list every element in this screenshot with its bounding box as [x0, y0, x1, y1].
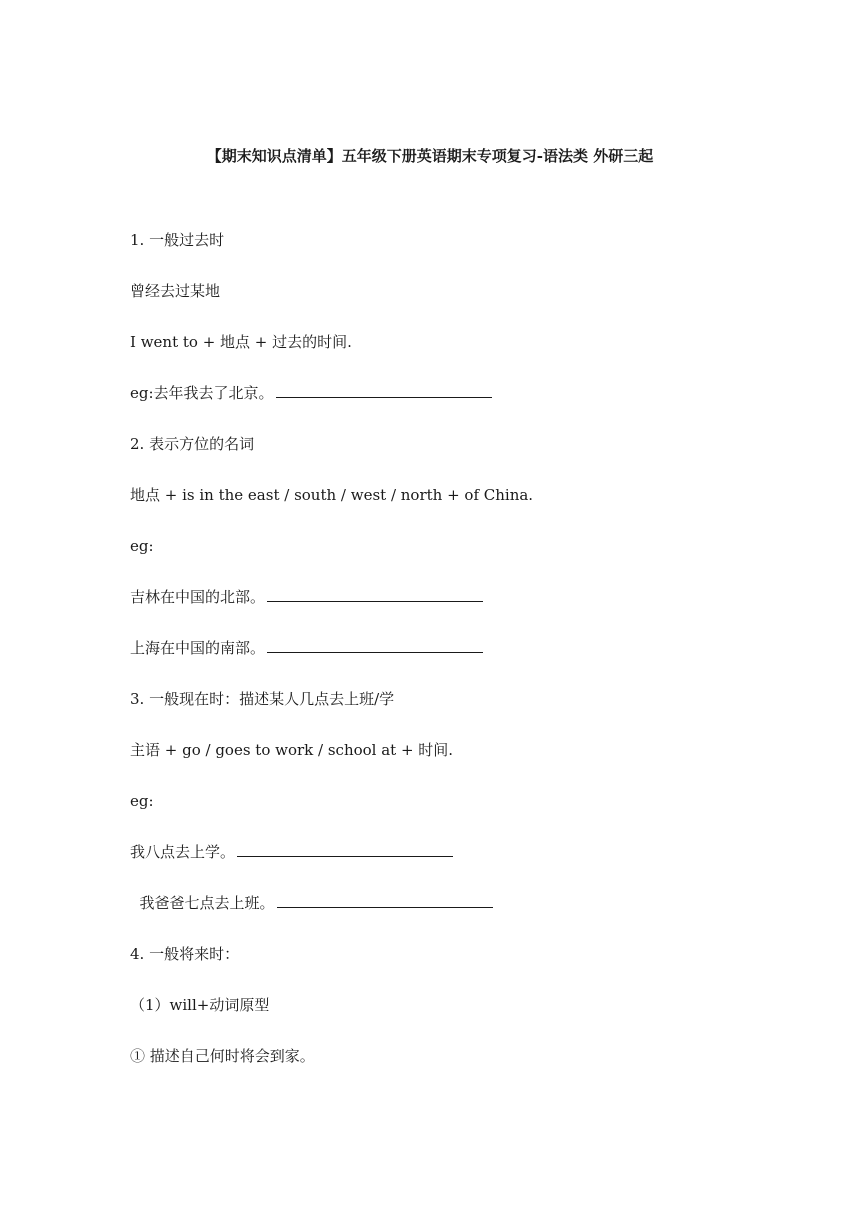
line-text: ① 描述自己何时将会到家。: [130, 1047, 315, 1065]
line-text: 1. 一般过去时: [130, 231, 225, 249]
heading-direction-nouns: [130, 432, 254, 456]
line-text: 吉林在中国的北部。: [130, 588, 266, 606]
item-arrive-home: [130, 1044, 315, 1068]
line-text: 上海在中国的南部。: [130, 639, 266, 657]
heading-past-tense: [130, 228, 224, 252]
example-work: [130, 891, 493, 915]
line-text: eg:去年我去了北京。: [130, 384, 274, 402]
line-text: 主语 + go / goes to work / school at + 时间.: [130, 741, 454, 759]
example-school: [130, 840, 453, 864]
line-text: 我爸爸七点去上班。: [130, 894, 275, 912]
answer-blank[interactable]: [276, 382, 492, 398]
example-beijing: [130, 381, 492, 405]
subheading-will: [130, 993, 269, 1017]
line-text: （1）will+动词原型: [130, 996, 270, 1014]
answer-blank[interactable]: [277, 892, 493, 908]
example-label: [130, 789, 154, 813]
example-label: [130, 534, 154, 558]
line-text: 地点 + is in the east / south / west / north + of China.: [130, 486, 534, 504]
pattern-go-to-work: [130, 738, 453, 762]
line-text: 3. 一般现在时：描述某人几点去上班/学: [130, 690, 395, 708]
heading-future-tense: [130, 942, 239, 966]
document-title: 【期末知识点清单】五年级下册英语期末专项复习-语法类 外研三起: [206, 147, 654, 165]
line-text: 曾经去过某地: [130, 282, 221, 300]
line-text: 2. 表示方位的名词: [130, 435, 255, 453]
line-text: I went to + 地点 + 过去的时间.: [130, 333, 352, 351]
pattern-direction: [130, 483, 533, 507]
line-text: 我八点去上学。: [130, 843, 236, 861]
example-jilin: [130, 585, 483, 609]
line-text: eg:: [130, 537, 154, 555]
answer-blank[interactable]: [267, 586, 483, 602]
heading-present-tense: [130, 687, 394, 711]
answer-blank[interactable]: [237, 841, 453, 857]
line-text: 4. 一般将来时：: [130, 945, 240, 963]
line-text: eg:: [130, 792, 154, 810]
pattern-went-to: [130, 330, 352, 354]
answer-blank[interactable]: [267, 637, 483, 653]
example-shanghai: [130, 636, 483, 660]
subheading-been-to-place: [130, 279, 220, 303]
